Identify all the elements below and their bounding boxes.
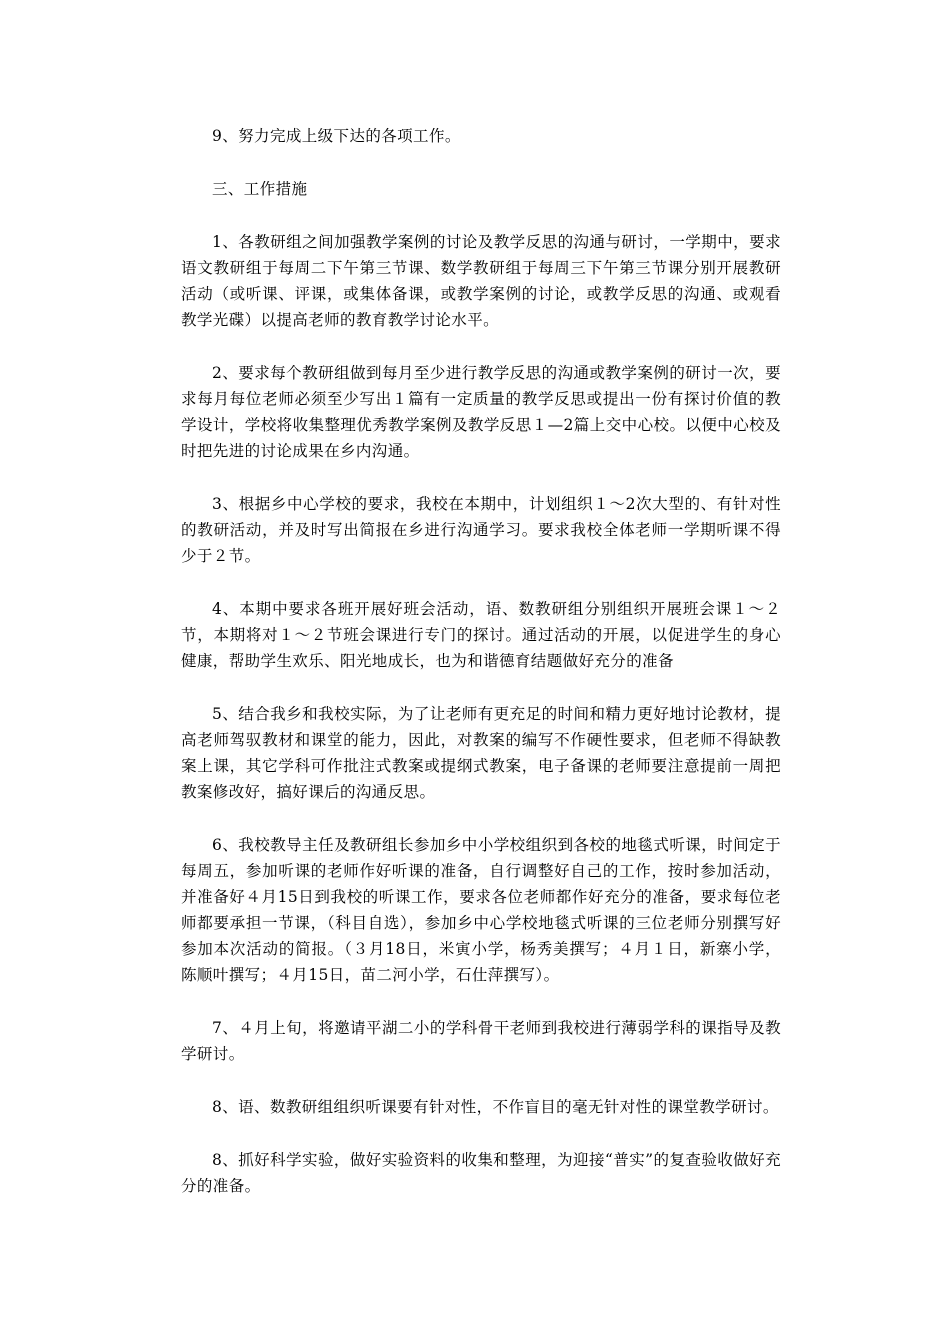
paragraph-measure-4: 4、本期中要求各班开展好班会活动，语、数教研组分别组织开展班会课１～２节，本期将对１～２节班会课进行专门的探讨。通过活动的开展，以促进学生的身心健康，帮助学生欢乐、阳光地成长，也为和谐德育结题做好充分的准备: [181, 600, 781, 670]
paragraph-measure-2: 2、要求每个教研组做到每月至少进行教学反思的沟通或教学案例的研讨一次，要求每月每位老师必须至少写出１篇有一定质量的教学反思或提出一份有探讨价值的教学设计，学校将收集整理优秀教学案例及教学反思１—2篇上交中心校。以便中心校及时把先进的讨论成果在乡内沟通。: [181, 364, 781, 460]
document-body: [181, 123, 781, 1226]
paragraph-measure-1: 1、各教研组之间加强教学案例的讨论及教学反思的沟通与研讨，一学期中，要求语文教研组于每周二下午第三节课、数学教研组于每周三下午第三节课分别开展教研活动（或听课、评课，或集体备课，或教学案例的讨论，或教学反思的沟通、或观看教学光碟）以提高老师的教育教学讨论水平。: [181, 233, 781, 329]
section-heading-measures: 三、工作措施: [212, 180, 308, 198]
paragraph-measure-8b: 8、抓好科学实验，做好实验资料的收集和整理，为迎接“普实”的复查验收做好充分的准备。: [181, 1151, 781, 1195]
paragraph-measure-6: 6、我校教导主任及教研组长参加乡中小学校组织到各校的地毯式听课，时间定于每周五，参加听课的老师作好听课的准备，自行调整好自己的工作，按时参加活动，并准备好４月15日到我校的听课工作，要求各位老师都作好充分的准备，要求每位老师都要承担一节课，（科目自选），参加乡中心学校地毯式听课的三位老师分别撰写好参加本次活动的简报。（３月18日，米寅小学，杨秀美撰写；４月１日，新寨小学，陈顺叶撰写；４月15日，苗二河小学，石仕萍撰写）。: [181, 836, 781, 984]
paragraph-measure-5: 5、结合我乡和我校实际，为了让老师有更充足的时间和精力更好地讨论教材，提高老师驾驭教材和课堂的能力，因此，对教案的编写不作硬性要求，但老师不得缺教案上课，其它学科可作批注式教案或提纲式教案，电子备课的老师要注意提前一周把教案修改好，搞好课后的沟通反思。: [181, 705, 781, 801]
paragraph-measure-7: 7、４月上旬，将邀请平湖二小的学科骨干老师到我校进行薄弱学科的课指导及教学研讨。: [181, 1019, 781, 1063]
paragraph-measure-3: 3、根据乡中心学校的要求，我校在本期中，计划组织１～2次大型的、有针对性的教研活动，并及时写出简报在乡进行沟通学习。要求我校全体老师一学期听课不得少于２节。: [181, 495, 781, 565]
paragraph-item-9: 9、努力完成上级下达的各项工作。: [212, 127, 461, 145]
paragraph-measure-8a: 8、语、数教研组组织听课要有针对性，不作盲目的毫无针对性的课堂教学研讨。: [212, 1098, 779, 1116]
